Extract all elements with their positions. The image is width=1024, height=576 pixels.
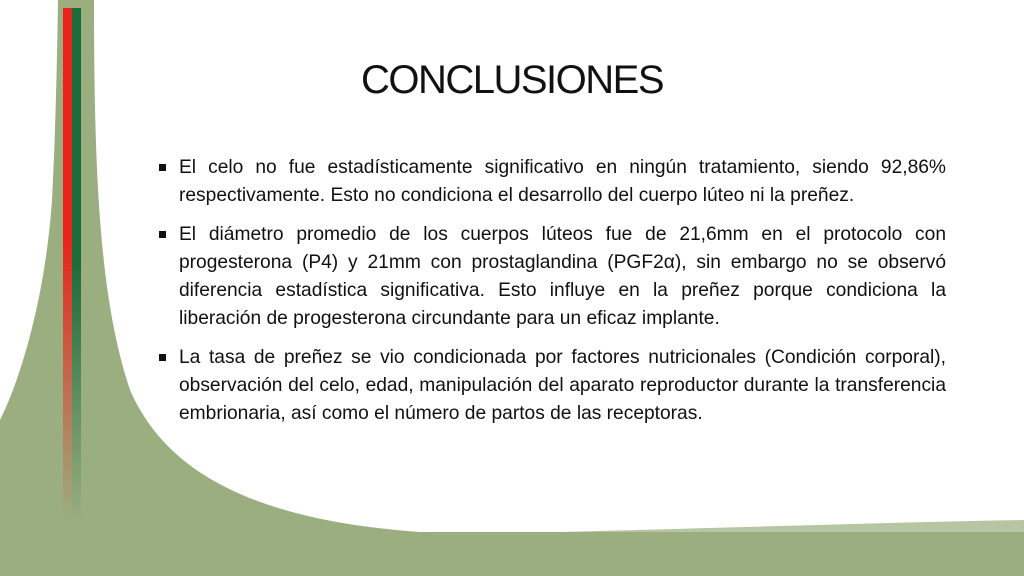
square-bullet-icon — [159, 164, 166, 171]
bottom-band-highlight — [560, 520, 1024, 532]
slide-title: CONCLUSIONES — [360, 58, 664, 102]
bullet-item — [159, 154, 946, 210]
bullet-text: La tasa de preñez se vio condicionada por factores nutricionales (Condición corporal), observación del celo, edad, manipulación del aparato reproductor durante la transferencia embrionaria, así como el número de partos de las receptoras. — [179, 347, 946, 424]
bullet-item — [159, 221, 946, 333]
bullet-text: El celo no fue estadísticamente significativo en ningún tratamiento, siendo 92,86% respectivamente. Esto no condiciona el desarrollo del cuerpo lúteo ni la preñez. — [179, 157, 946, 206]
bullet-item — [159, 344, 946, 428]
conclusions-list — [159, 154, 946, 439]
bullet-text: El diámetro promedio de los cuerpos lúteos fue de 21,6mm en el protocolo con progesterona (P4) y 21mm con prostaglandina (PGF2α), sin embargo no se observó diferencia estadística significativa. Esto influye en la preñez porque condiciona la liberación de progesterona circundante para un eficaz implante. — [179, 224, 946, 329]
square-bullet-icon — [159, 354, 166, 361]
square-bullet-icon — [159, 231, 166, 238]
